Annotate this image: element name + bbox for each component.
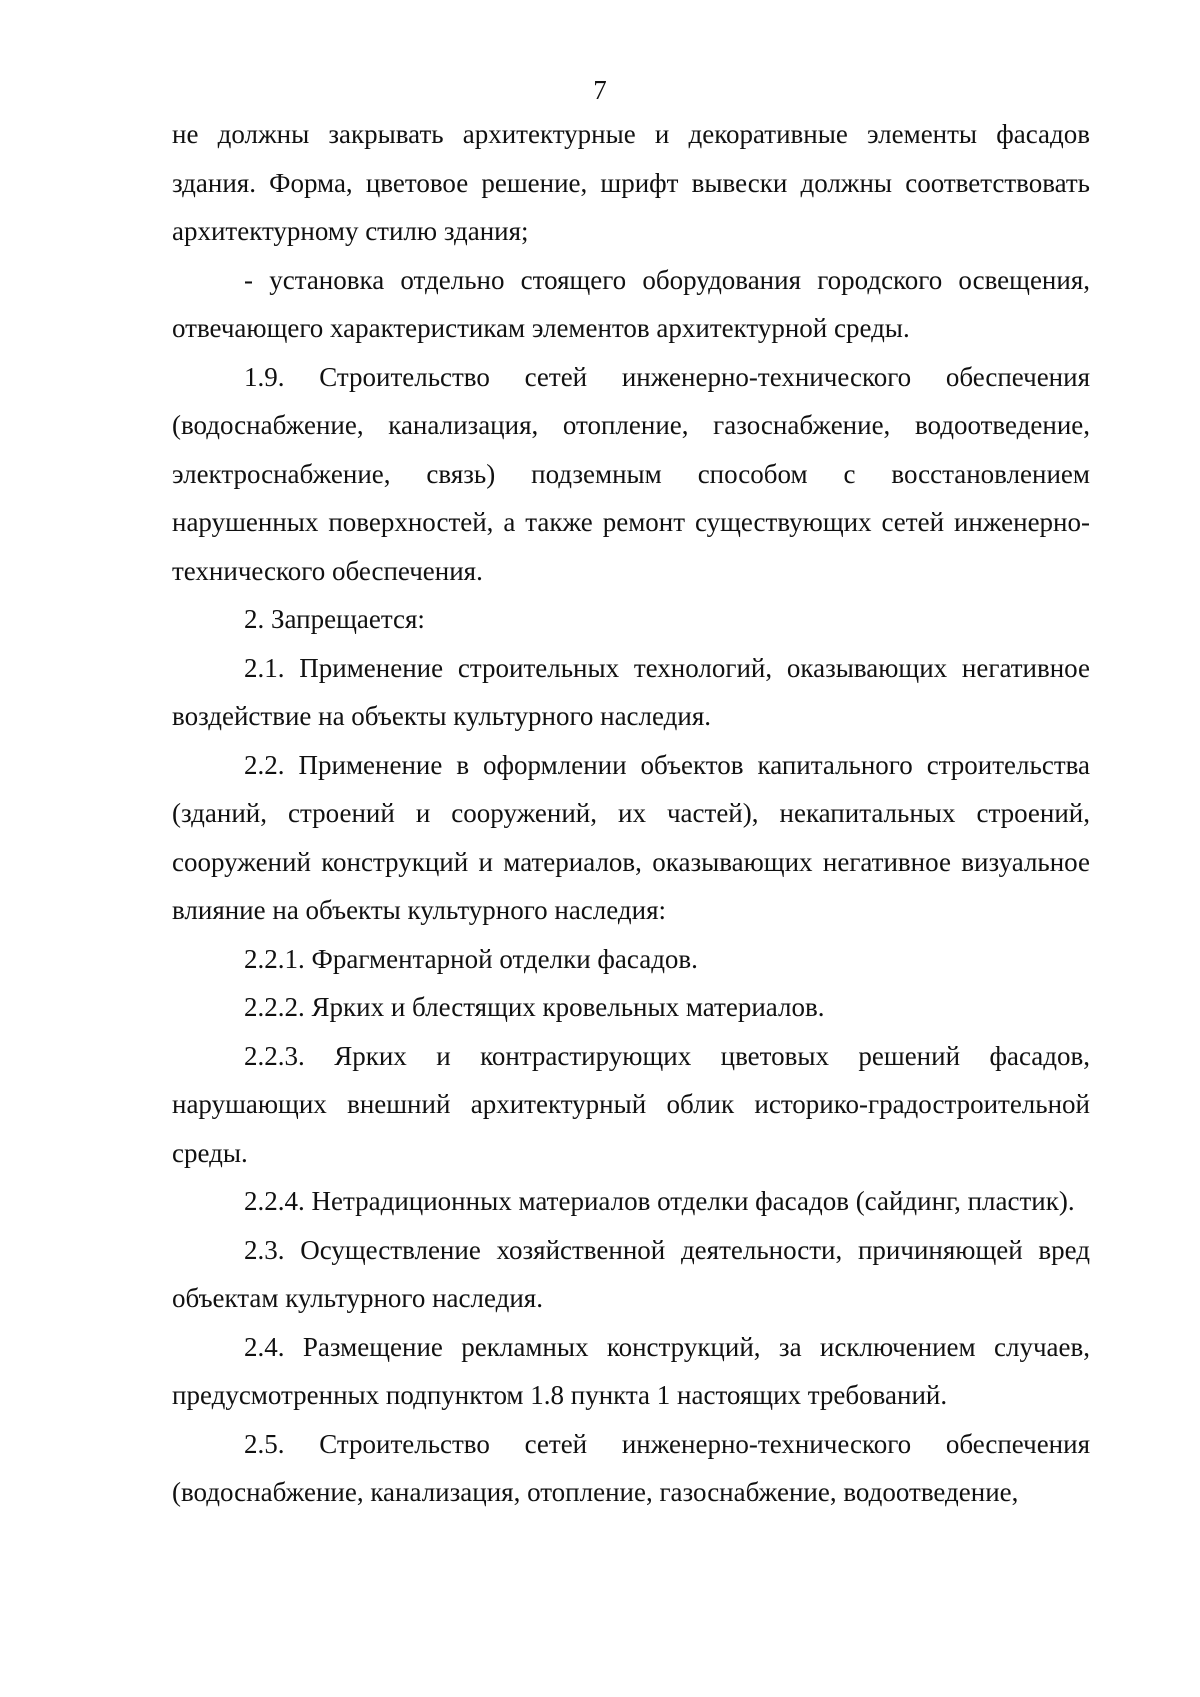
paragraph-2-5: 2.5. Строительство сетей инженерно-технического обеспечения (водоснабжение, канализация, отопление, газоснабжение, водоотведение, <box>172 1428 1090 1507</box>
paragraph-2-1: 2.1. Применение строительных технологий, оказывающих негативное воздействие на объекты культурного наследия. <box>172 652 1090 731</box>
paragraph-2-4: 2.4. Размещение рекламных конструкций, за исключением случаев, предусмотренных подпунктом 1.8 пункта 1 настоящих требований. <box>172 1331 1090 1410</box>
paragraph-1-9: 1.9. Строительство сетей инженерно-технического обеспечения (водоснабжение, канализация, отопление, газоснабжение, водоотведение, электроснабжение, связь) подземным способом с восстановлением нарушенных поверхностей, а также ремонт существующих сетей инженерно-технического обеспечения. <box>172 361 1090 586</box>
paragraph-2-2-2: 2.2.2. Ярких и блестящих кровельных материалов. <box>244 992 825 1022</box>
paragraph-2-2-1: 2.2.1. Фрагментарной отделки фасадов. <box>244 943 698 974</box>
paragraph-2-heading: 2. Запрещается: <box>244 604 425 634</box>
document-body <box>172 110 1090 1517</box>
paragraph-2-3: 2.3. Осуществление хозяйственной деятельности, причиняющей вред объектам культурного наследия. <box>172 1234 1090 1313</box>
paragraph-2-2-4: 2.2.4. Нетрадиционных материалов отделки фасадов (сайдинг, пластик). <box>244 1186 1075 1216</box>
paragraph-continuation: не должны закрывать архитектурные и декоративные элементы фасадов здания. Форма, цветовое решение, шрифт вывески должны соответствовать архитектурному стилю здания; <box>172 119 1090 246</box>
paragraph-2-2: 2.2. Применение в оформлении объектов капитального строительства (зданий, строений и сооружений, их частей), некапитальных строений, сооружений конструкций и материалов, оказывающих негативное визуальное влияние на объекты культурного наследия: <box>172 749 1090 925</box>
paragraph-2-2-3: 2.2.3. Ярких и контрастирующих цветовых решений фасадов, нарушающих внешний архитектурный облик историко-градостроительной среды. <box>172 1040 1090 1168</box>
page-number: 7 <box>593 75 607 105</box>
paragraph-lighting-equipment: - установка отдельно стоящего оборудования городского освещения, отвечающего характеристикам элементов архитектурной среды. <box>172 264 1090 343</box>
